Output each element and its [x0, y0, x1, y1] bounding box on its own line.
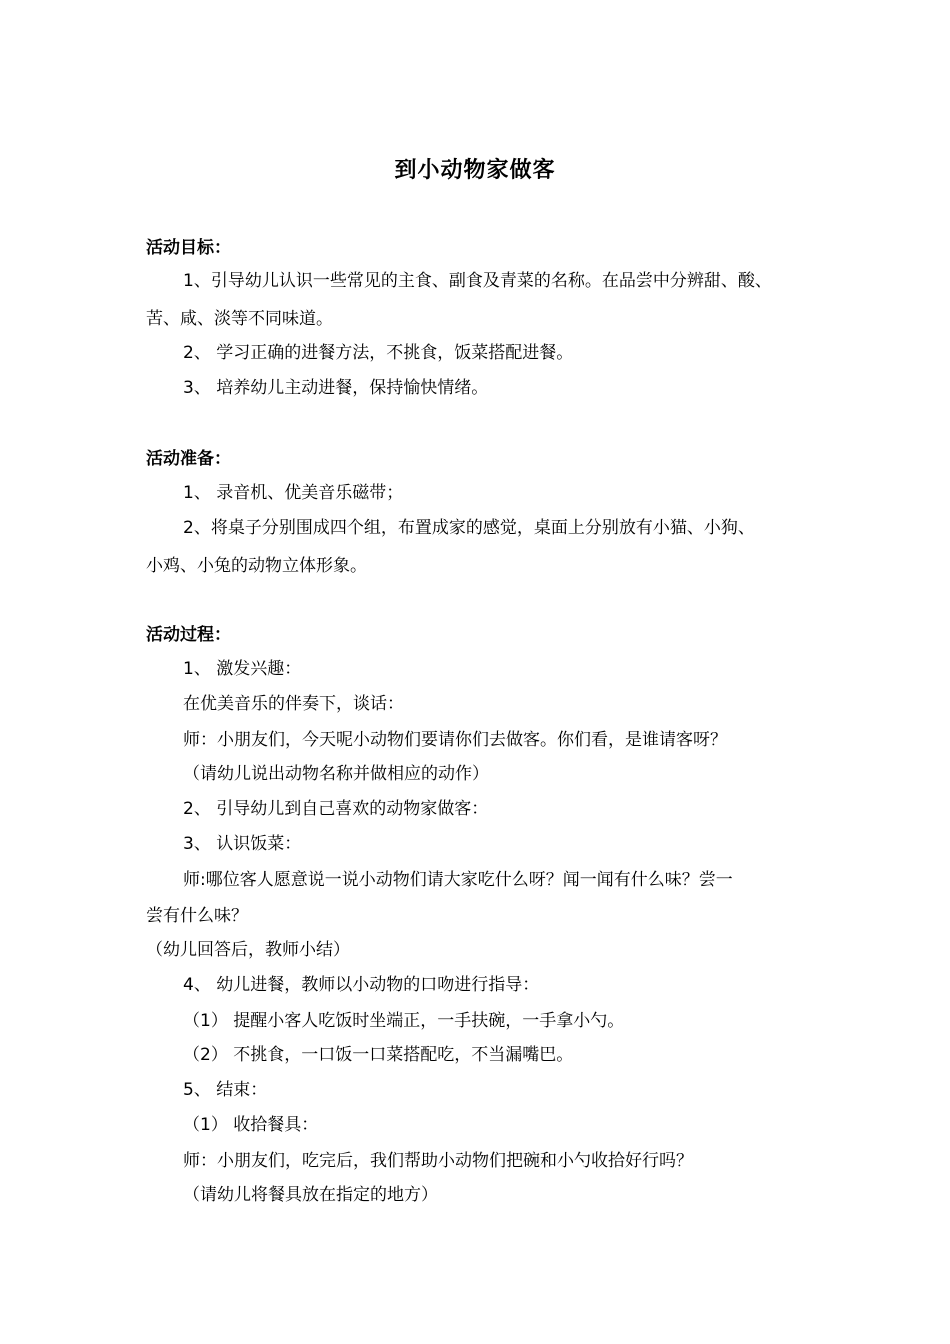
paragraph-line: 小鸡、小兔的动物立体形象。: [146, 556, 367, 576]
paragraph-line: 在优美音乐的伴奏下，谈话：: [183, 694, 404, 714]
paragraph-line: 3、 培养幼儿主动进餐，保持愉快情绪。: [183, 378, 489, 398]
document-title: 到小动物家做客: [394, 158, 556, 183]
paragraph-line: （幼儿回答后，教师小结）: [146, 940, 350, 960]
paragraph-line: 5、 结束：: [183, 1080, 268, 1100]
paragraph-line: 4、 幼儿进餐，教师以小动物的口吻进行指导：: [183, 975, 540, 995]
section-heading-goals: 活动目标：: [146, 238, 231, 258]
section-heading-process: 活动过程：: [146, 625, 231, 645]
section-heading-preparation: 活动准备：: [146, 449, 231, 469]
paragraph-line: 1、 录音机、优美音乐磁带；: [183, 483, 404, 503]
paragraph-line: 2、 引导幼儿到自己喜欢的动物家做客：: [183, 799, 489, 819]
paragraph-line: （请幼儿将餐具放在指定的地方）: [183, 1185, 438, 1205]
paragraph-line: 2、 学习正确的进餐方法，不挑食，饭菜搭配进餐。: [183, 343, 574, 363]
paragraph-line: 2、将桌子分别围成四个组，布置成家的感觉，桌面上分别放有小猫、小狗、: [183, 518, 755, 538]
paragraph-line: 1、引导幼儿认识一些常见的主食、副食及青菜的名称。在品尝中分辨甜、酸、: [183, 271, 772, 291]
paragraph-line: （请幼儿说出动物名称并做相应的动作）: [183, 764, 489, 784]
paragraph-line: 师：小朋友们，吃完后，我们帮助小动物们把碗和小勺收拾好行吗？: [183, 1151, 693, 1171]
paragraph-line: 1、 激发兴趣：: [183, 659, 302, 679]
paragraph-line: （1） 收拾餐具：: [183, 1115, 319, 1135]
paragraph-line: 师：小朋友们，今天呢小动物们要请你们去做客。你们看，是谁请客呀？: [183, 730, 727, 750]
paragraph-line: 尝有什么味？: [146, 906, 248, 926]
paragraph-line: 师:哪位客人愿意说一说小动物们请大家吃什么呀？闻一闻有什么味？尝一: [183, 870, 733, 890]
paragraph-line: （1） 提醒小客人吃饭时坐端正，一手扶碗，一手拿小勺。: [183, 1011, 625, 1031]
paragraph-line: 3、 认识饭菜：: [183, 834, 302, 854]
paragraph-line: 苦、咸、淡等不同味道。: [146, 309, 333, 329]
paragraph-line: （2） 不挑食，一口饭一口菜搭配吃，不当漏嘴巴。: [183, 1045, 574, 1065]
